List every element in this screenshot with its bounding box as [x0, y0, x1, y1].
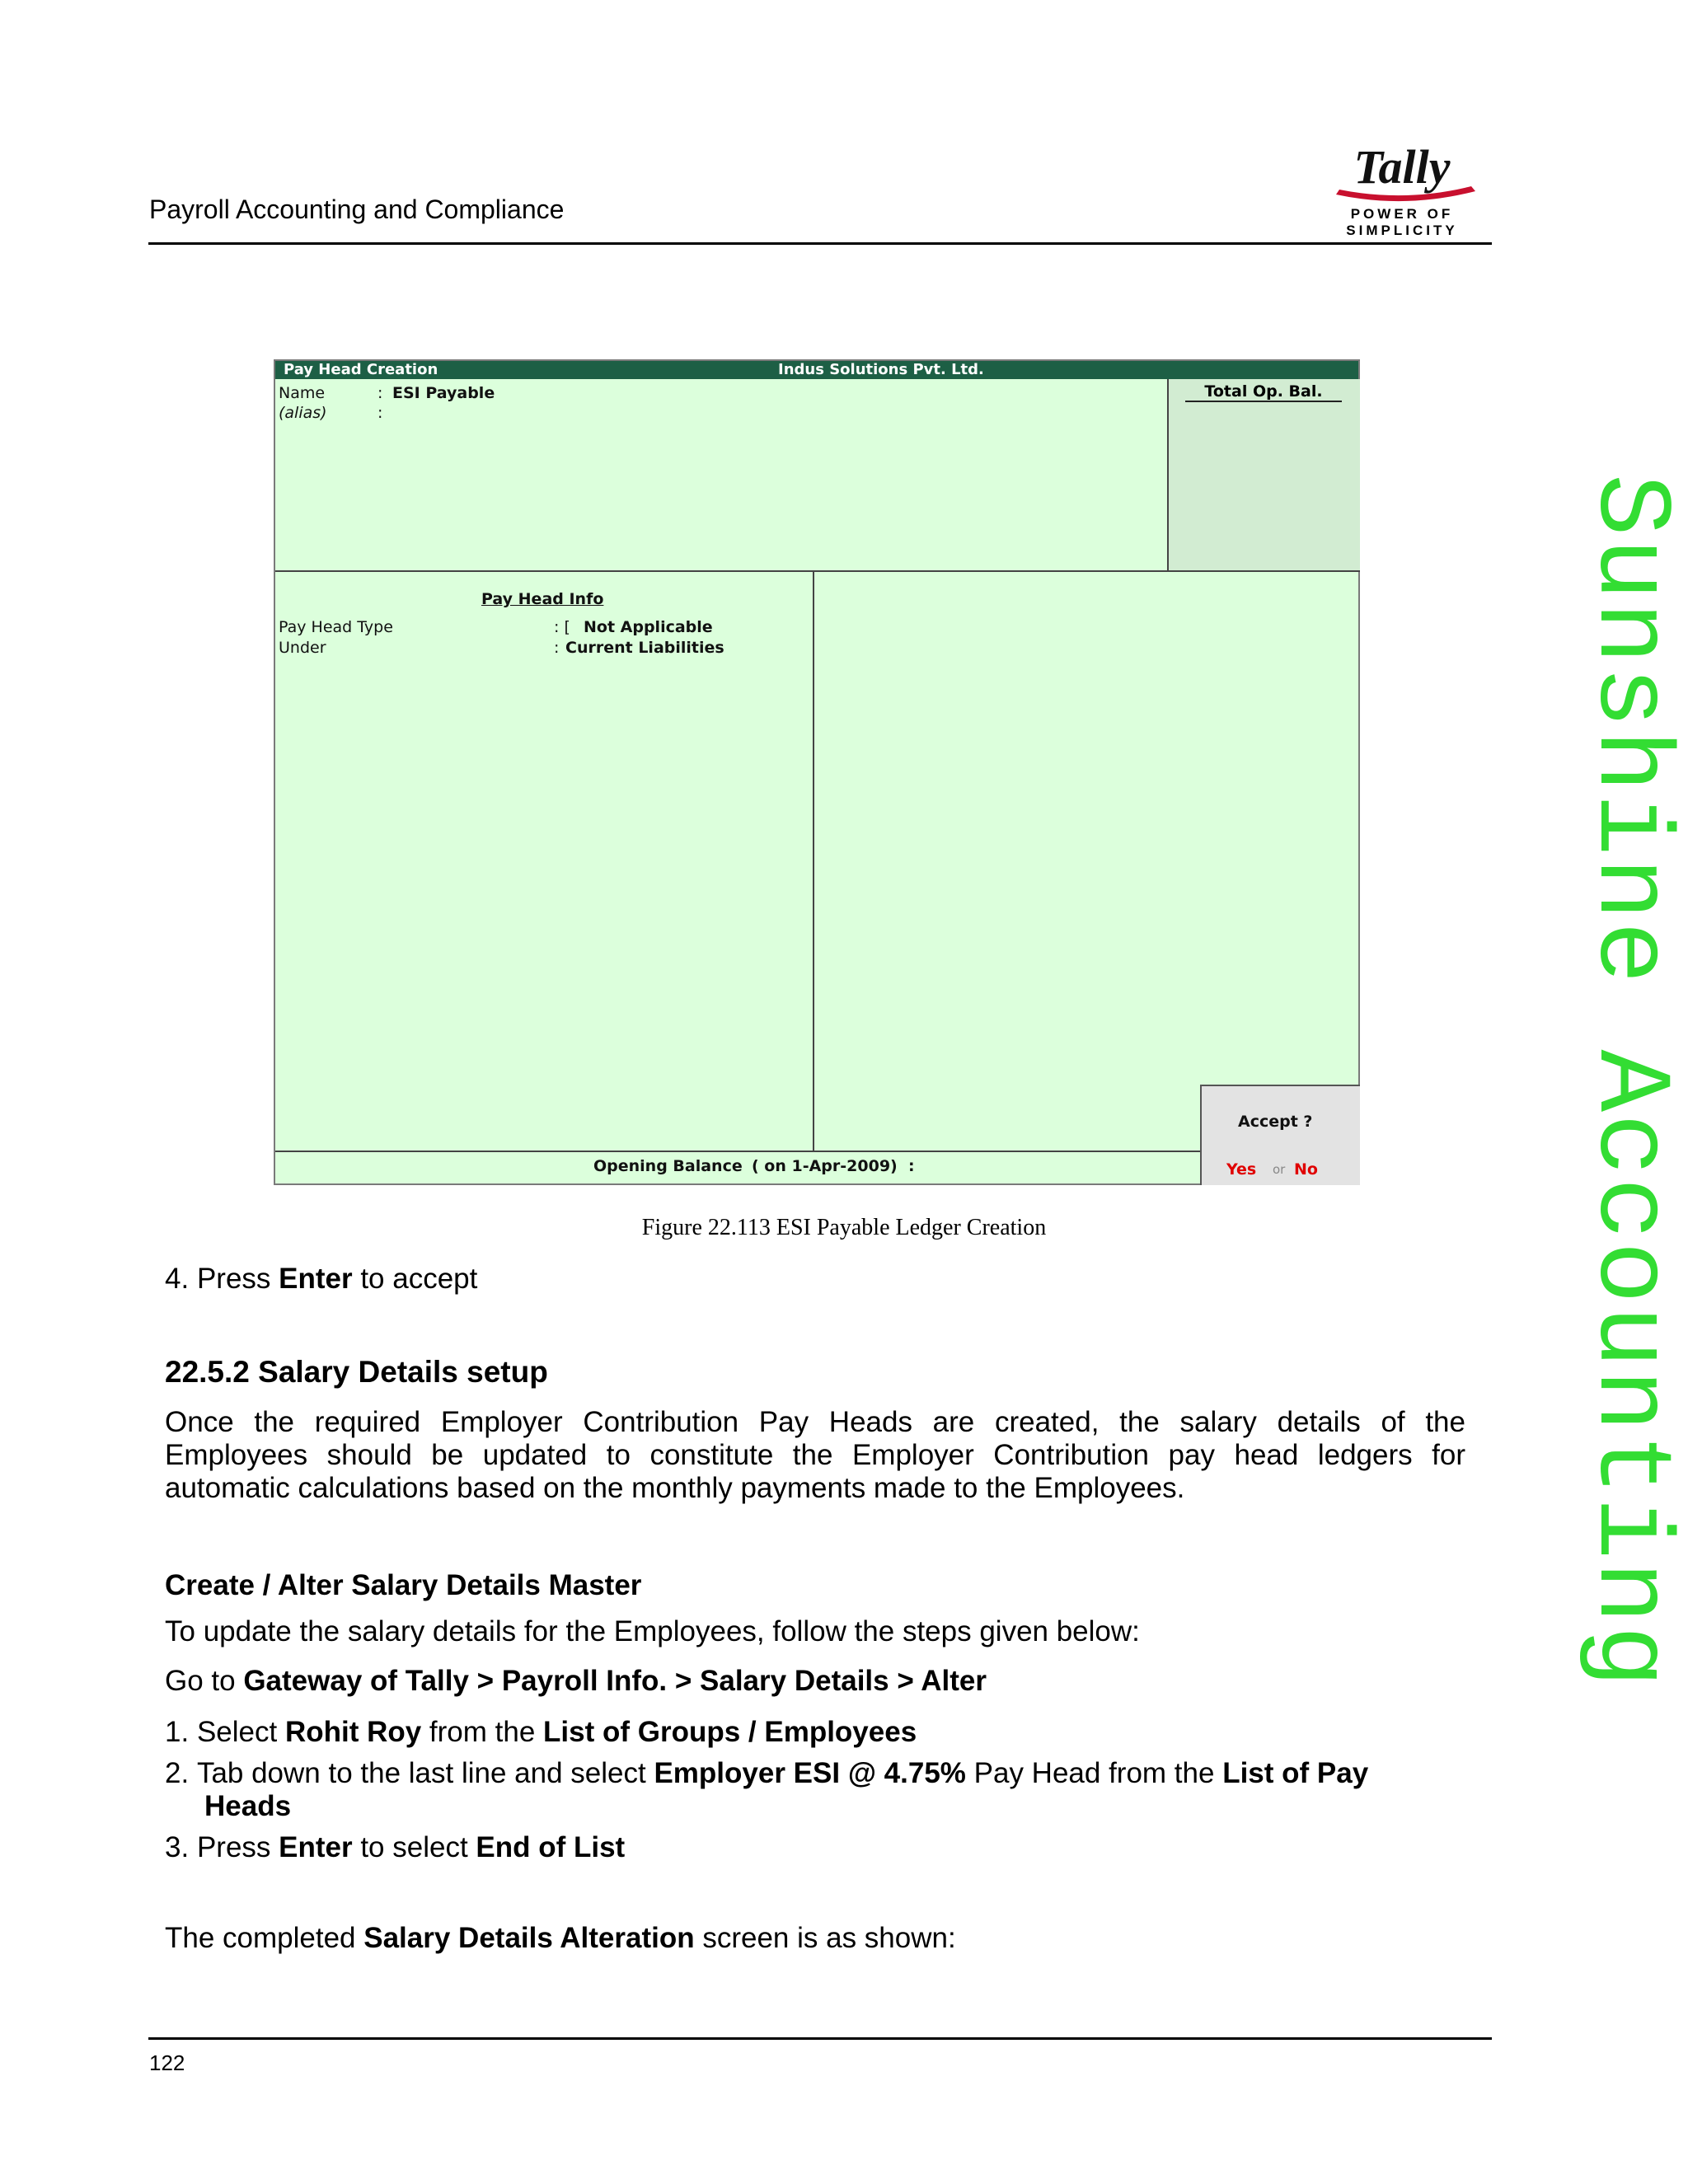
name-field[interactable]: ESI Payable [392, 384, 495, 402]
figure-caption: Figure 22.113 ESI Payable Ledger Creation [641, 1215, 1047, 1240]
screen-title: Pay Head Creation [284, 361, 438, 378]
step-2-e: Heads [204, 1790, 292, 1822]
goto-prefix: Go to [165, 1665, 244, 1697]
accept-or: or [1273, 1162, 1286, 1177]
opening-balance-date: ( on 1-Apr-2009) : [752, 1157, 915, 1175]
intro-text: To update the salary details for the Employees, follow the steps given below: [165, 1615, 1140, 1647]
accept-no-button[interactable]: No [1294, 1160, 1318, 1179]
header-rule [148, 242, 1492, 245]
alias-colon: : [377, 404, 383, 422]
watermark: Sunshine Accounting [1570, 474, 1688, 1690]
subheading: Create / Alter Salary Details Master [165, 1569, 642, 1601]
accept-prompt: Accept ? [1238, 1113, 1313, 1131]
step-1-num: 1. [165, 1716, 190, 1748]
closing-pre: The completed [165, 1922, 364, 1954]
under-field[interactable]: Current Liabilities [565, 639, 724, 657]
step-4-text-end: to accept [352, 1263, 478, 1295]
step-1-a: Select [196, 1716, 285, 1748]
accept-yes-button[interactable]: Yes [1226, 1160, 1257, 1179]
screen-title-bar [275, 361, 1358, 379]
section-divider [275, 570, 1358, 572]
step-1-d: List of Groups / Employees [543, 1716, 917, 1748]
step-3-c: to select [352, 1831, 476, 1863]
step-3-b: Enter [279, 1831, 353, 1863]
footer-rule [148, 2037, 1492, 2040]
step-4 [165, 1263, 477, 1296]
para-line-1: Once the required Employer Contribution Pay Heads are created, the salary details of the [165, 1406, 1465, 1438]
step-3-num: 3. [165, 1831, 190, 1863]
closing-post: screen is as shown: [694, 1922, 956, 1954]
pay-head-type-colon: : [ [554, 618, 570, 636]
svg-text:Tally: Tally [1353, 140, 1451, 194]
running-header-title: Payroll Accounting and Compliance [149, 194, 565, 224]
section-paragraph [165, 1406, 1465, 1505]
step-2 [165, 1757, 1465, 1823]
step-1 [165, 1716, 917, 1749]
page-number: 122 [149, 2050, 185, 2075]
step-2-num: 2. [165, 1757, 190, 1789]
pay-head-creation-screen [274, 359, 1360, 1185]
step-3-d: End of List [476, 1831, 626, 1863]
company-name: Indus Solutions Pvt. Ltd. [778, 361, 984, 378]
para-line-2: Employees should be updated to constitute the Employer Contribution pay head ledgers for [165, 1439, 1465, 1471]
name-label: Name [279, 384, 326, 402]
step-1-b: Rohit Roy [284, 1716, 422, 1748]
section-heading: 22.5.2 Salary Details setup [165, 1355, 548, 1389]
step-2-c: Pay Head from the [965, 1757, 1223, 1789]
goto-line [165, 1665, 987, 1698]
step-2-a: Tab down to the last line and select [196, 1757, 654, 1789]
closing-bold: Salary Details Alteration [363, 1922, 695, 1954]
step-3 [165, 1831, 625, 1864]
step-2-d: List of Pay [1222, 1757, 1369, 1789]
under-colon: : [554, 639, 560, 657]
opening-balance-divider [275, 1151, 1200, 1152]
alias-label: (alias) [279, 404, 327, 422]
under-label: Under [279, 639, 326, 657]
para-line-3: automatic calculations based on the monthly payments made to the Employees. [165, 1472, 1185, 1504]
pay-head-type-label: Pay Head Type [279, 618, 393, 636]
step-4-text: Press [196, 1263, 279, 1295]
total-op-bal-panel [1167, 379, 1360, 572]
step-3-a: Press [196, 1831, 279, 1863]
total-op-bal-title: Total Op. Bal. [1185, 382, 1342, 402]
logo-tagline: POWER OF SIMPLICITY [1346, 206, 1458, 238]
goto-path: Gateway of Tally > Payroll Info. > Salary Details > Alter [243, 1665, 987, 1697]
step-4-key: Enter [279, 1263, 353, 1295]
closing-line [165, 1922, 956, 1955]
pay-head-type-field[interactable]: Not Applicable [584, 618, 713, 636]
pay-head-info-title: Pay Head Info [481, 590, 604, 608]
accept-dialog [1200, 1085, 1360, 1185]
name-colon: : [377, 384, 383, 402]
step-1-c: from the [421, 1716, 544, 1748]
step-2-b: Employer ESI @ 4.75% [654, 1757, 966, 1789]
opening-balance-label: Opening Balance [593, 1157, 743, 1175]
step-4-num: 4. [165, 1263, 190, 1295]
column-divider [813, 570, 814, 1151]
